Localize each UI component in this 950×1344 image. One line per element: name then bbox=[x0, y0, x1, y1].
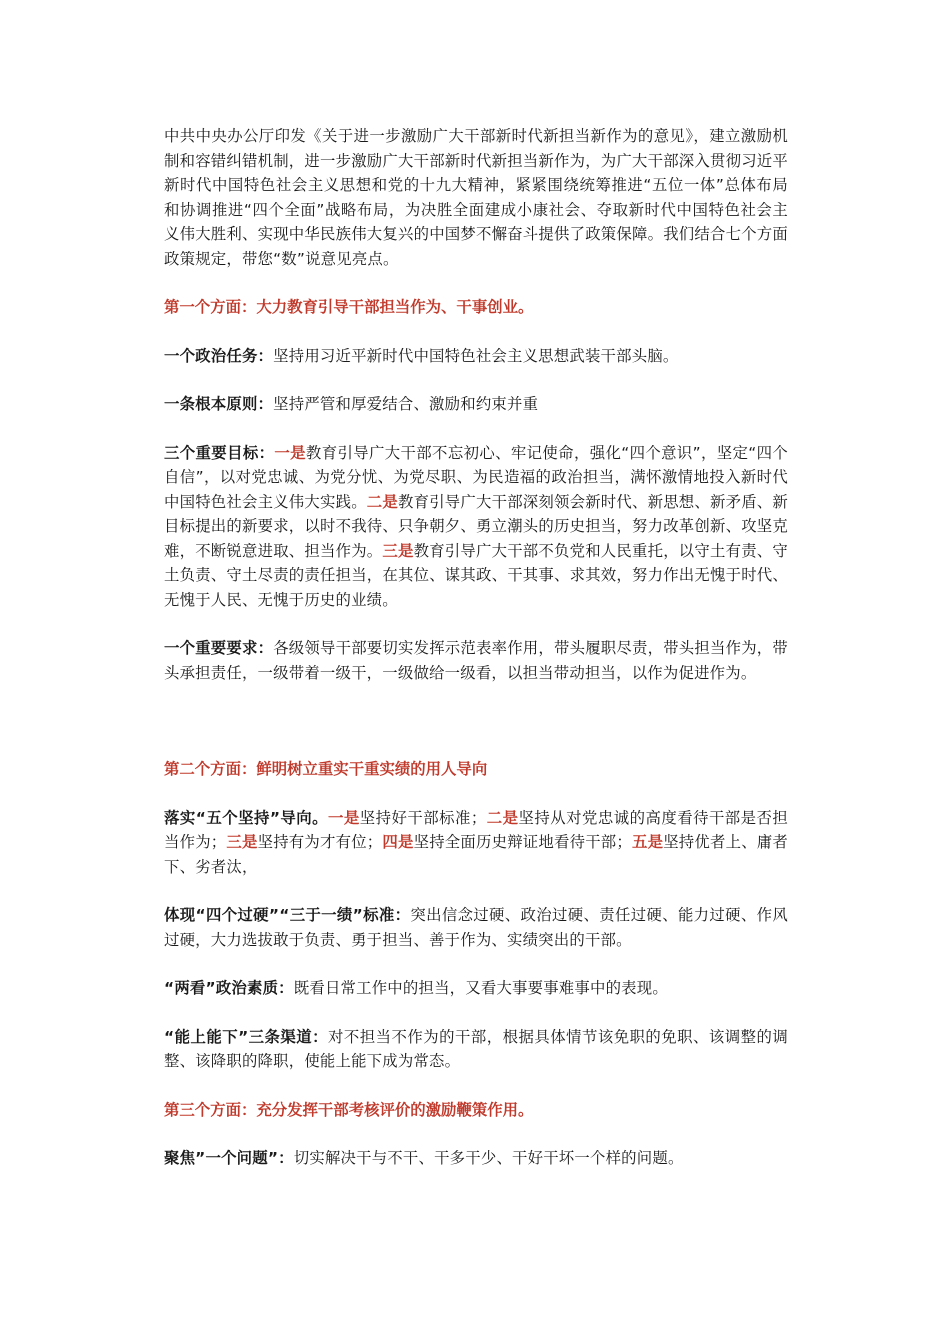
goals-label: 三个重要目标： bbox=[164, 443, 275, 462]
goal3-marker: 三是 bbox=[382, 541, 414, 560]
five1-text: 坚持好干部标准； bbox=[359, 808, 487, 827]
focus-text: 切实解决干与不干、干多干少、干好干坏一个样的问题。 bbox=[293, 1149, 684, 1167]
five-adherence-paragraph bbox=[164, 806, 788, 880]
goal1-marker: 一是 bbox=[274, 443, 306, 462]
up-down-text: 对不担当不作为的干部，根据具体情节该免职的免职、该调整的调整、该降职的降职，使能上能下成为常态。 bbox=[164, 1027, 788, 1070]
five4-text: 坚持全面历史辩证地看待干部； bbox=[413, 833, 632, 851]
political-task-label: 一个政治任务： bbox=[164, 346, 274, 365]
focus-paragraph bbox=[164, 1146, 788, 1171]
four-excellence-paragraph bbox=[164, 903, 788, 952]
principle-paragraph bbox=[164, 392, 788, 417]
focus-label: 聚焦”一个问题”： bbox=[164, 1149, 294, 1167]
two-look-paragraph bbox=[164, 976, 788, 1001]
political-task-paragraph bbox=[164, 344, 788, 369]
intro-paragraph: 中共中央办公厅印发《关于进一步激励广大干部新时代新担当新作为的意见》，建立激励机制和容错纠错机制，进一步激励广大干部新时代新担当新作为，为广大干部深入贯彻习近平新时代中国特色社会主义思想和党的十九大精神，紧紧围绕统筹推进“五位一体”总体布局和协调推进“四个全面”战略布局，为决胜全面建成小康社会、夺取新时代中国特色社会主义伟大胜利、实现中华民族伟大复兴的中国梦不懈奋斗提供了政策保障。我们结合七个方面政策规定，带您“数”说意见亮点。 bbox=[164, 127, 788, 268]
goal3-text: 教育引导广大干部不负党和人民重托，以守土有责、守土负责、守土尽责的责任担当，在其位、谋其政、干其事、求其效，努力作出无愧于时代、无愧于人民、无愧于历史的业绩。 bbox=[164, 541, 788, 609]
political-task-text: 坚持用习近平新时代中国特色社会主义思想武装干部头脑。 bbox=[273, 346, 679, 365]
five3-marker: 三是 bbox=[226, 833, 258, 851]
five5-marker: 五是 bbox=[631, 833, 664, 851]
five2-text: 坚持从对党忠诚的高度看待干部是否担当作为； bbox=[164, 808, 789, 851]
section3-heading: 第三个方面：充分发挥干部考核评价的激励鞭策作用。 bbox=[164, 1100, 534, 1119]
five3-text: 坚持有为才有位； bbox=[257, 833, 383, 851]
up-down-paragraph bbox=[164, 1025, 788, 1074]
document-body bbox=[164, 124, 788, 1171]
five5-text: 坚持优者上、庸者下、劣者汰， bbox=[164, 833, 788, 876]
two-look-text: 既看日常工作中的担当，又看大事要事难事中的表现。 bbox=[293, 979, 668, 997]
requirement-paragraph bbox=[164, 636, 788, 685]
section2-heading: 第二个方面：鲜明树立重实干重实绩的用人导向 bbox=[164, 760, 488, 778]
requirement-text: 各级领导干部要切实发挥示范表率作用，带头履职尽责，带头担当作为，带头承担责任，一级带着一级干，一级做给一级看，以担当带动担当，以作为促进作为。 bbox=[164, 639, 788, 682]
two-look-label: “两看”政治素质： bbox=[164, 979, 294, 997]
five2-marker: 二是 bbox=[486, 808, 519, 827]
goal2-marker: 二是 bbox=[366, 492, 398, 511]
four-excellence-label: 体现“四个过硬”“三于一绩”标准： bbox=[164, 906, 411, 924]
four-excellence-text: 突出信念过硬、政治过硬、责任过硬、能力过硬、作风过硬，大力选拔敢于负责、勇于担当、善于作为、实绩突出的干部。 bbox=[164, 906, 788, 949]
five1-marker: 一是 bbox=[328, 808, 360, 827]
five4-marker: 四是 bbox=[382, 833, 414, 851]
goal2-text: 教育引导广大干部深刻领会新时代、新思想、新矛盾、新目标提出的新要求，以时不我待、只争朝夕、勇立潮头的历史担当，努力改革创新、攻坚克难，不断锐意进取、担当作为。 bbox=[164, 492, 788, 560]
principle-text: 坚持严管和厚爱结合、激励和约束并重 bbox=[273, 395, 539, 413]
requirement-label: 一个重要要求： bbox=[164, 639, 274, 657]
goals-paragraph bbox=[164, 441, 788, 613]
principle-label: 一条根本原则： bbox=[164, 395, 274, 413]
goal1-text: 教育引导广大干部不忘初心、牢记使命，强化“四个意识”，坚定“四个自信”，以对党忠诚、为党分忧、为党尽职、为民造福的政治担当，满怀激情地投入新时代中国特色社会主义伟大实践。 bbox=[164, 443, 789, 511]
section1-heading: 第一个方面：大力教育引导干部担当作为、干事创业。 bbox=[164, 298, 534, 316]
up-down-label: “能上能下”三条渠道： bbox=[164, 1027, 329, 1046]
five-adherence-label: 落实“五个坚持”导向。 bbox=[164, 808, 329, 827]
